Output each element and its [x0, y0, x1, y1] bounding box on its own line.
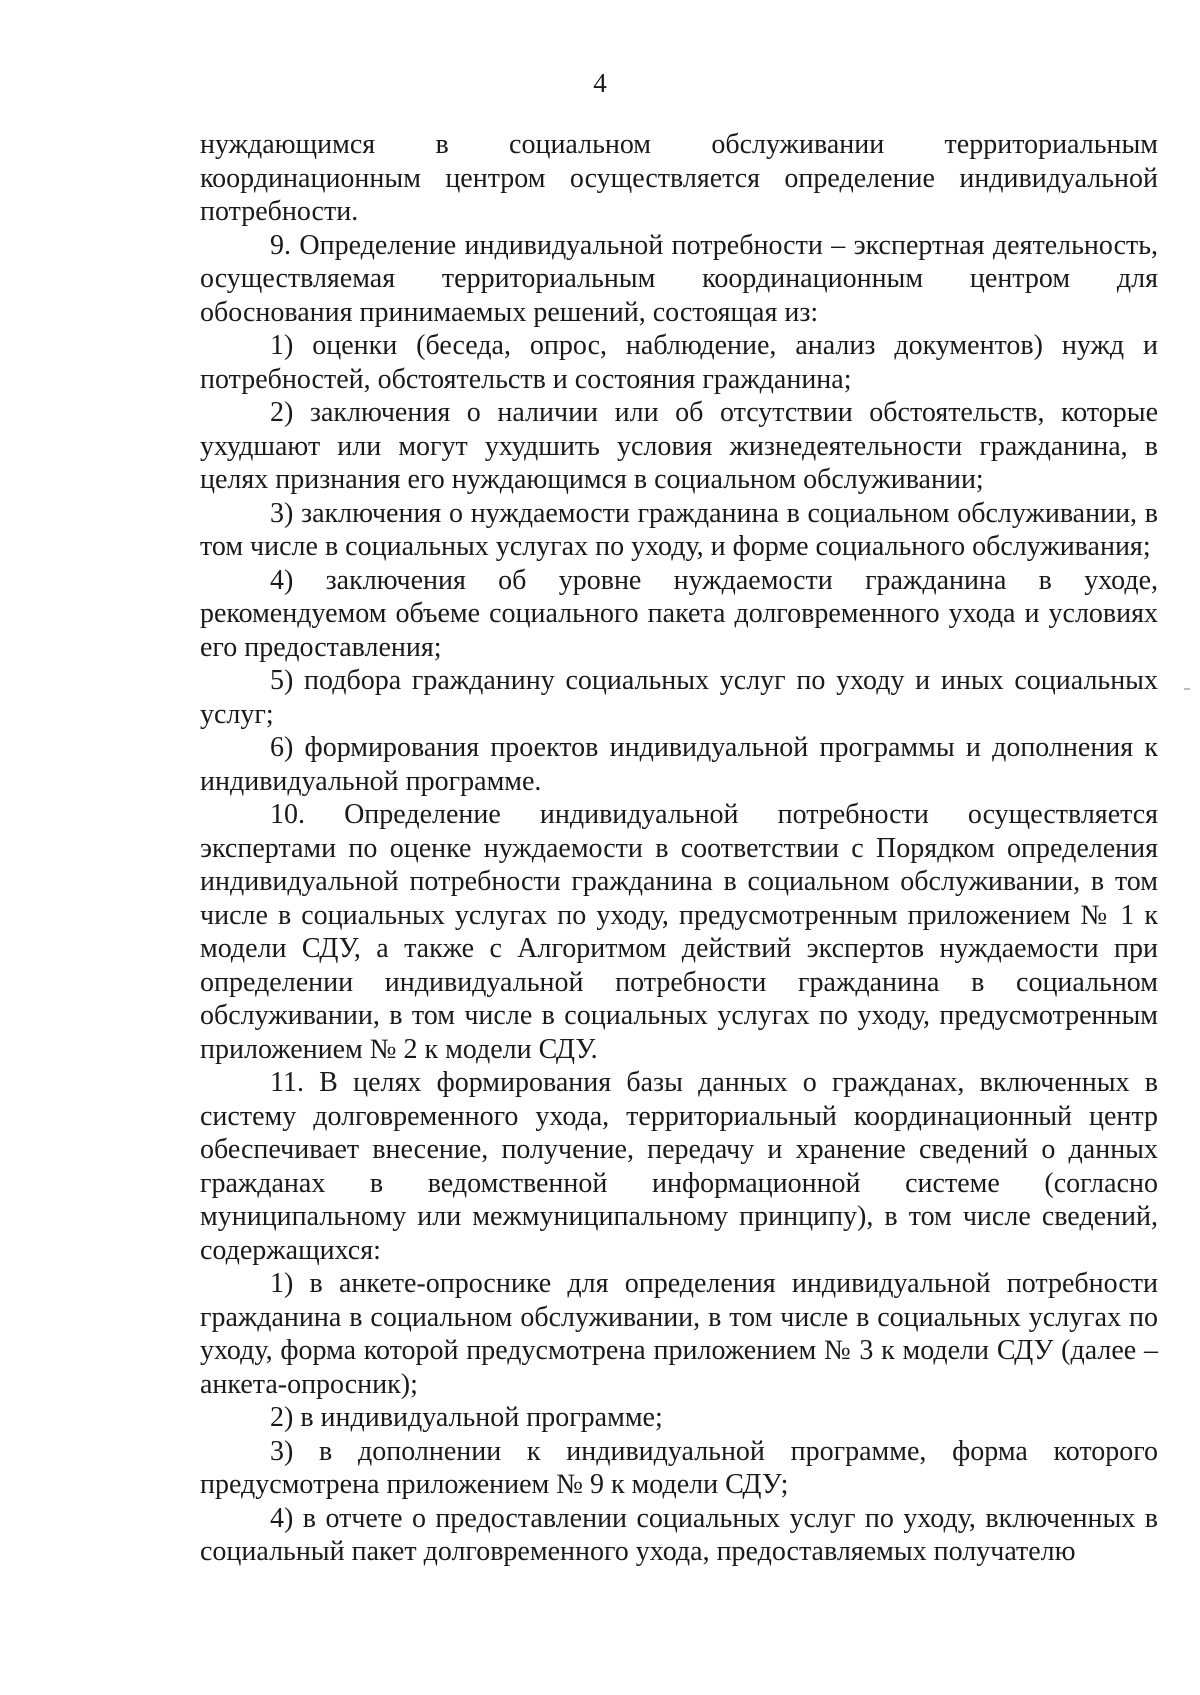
list-item-9-3: 3) заключения о нуждаемости гражданина в социальном обслуживании, в том числе в социальных услугах по уходу, и форме социального обслуживания; — [200, 497, 1158, 562]
paragraph-item-10: 10. Определение индивидуальной потребности осуществляется экспертами по оценке нуждаемости в соответствии с Порядком определения индивидуальной потребности гражданина в социальном обслуживании, в том числе в социальных услугах по уходу, предусмотренным приложением № 1 к модели СДУ, а также с Алгоритмом действий экспертов нуждаемости при определении индивидуальной потребности гражданина в социальном обслуживании, в том числе в социальных услугах по уходу, предусмотренным приложением № 2 к модели СДУ. — [200, 799, 1158, 1065]
list-item-9-6: 6) формирования проектов индивидуальной программы и дополнения к индивидуальной программе. — [200, 732, 1158, 797]
paragraph-item-11: 11. В целях формирования базы данных о гражданах, включенных в систему долговременного ухода, территориальный координационный центр обеспечивает внесение, получение, передачу и хранение сведений о данных гражданах в ведомственной информационной системе (согласно муниципальному или межмуниципальному принципу), в том числе сведений, содержащихся: — [200, 1067, 1158, 1266]
list-item-9-1: 1) оценки (беседа, опрос, наблюдение, анализ документов) нужд и потребностей, обстоятельств и состояния гражданина; — [200, 330, 1158, 395]
paragraph-continuation: нуждающимся в социальном обслуживании территориальным координационным центром осуществляется определение индивидуальной потребности. — [200, 129, 1158, 227]
list-item-9-2: 2) заключения о наличии или об отсутствии обстоятельств, которые ухудшают или могут ухудшить условия жизнедеятельности гражданина, в целях признания его нуждающимся в социальном обслуживании; — [200, 397, 1158, 495]
list-item-11-2: 2) в индивидуальной программе; — [270, 1402, 663, 1433]
list-item-11-3: 3) в дополнении к индивидуальной программе, форма которого предусмотрена приложением № 9 к модели СДУ; — [200, 1435, 1158, 1500]
list-item-11-1: 1) в анкете-опроснике для определения индивидуальной потребности гражданина в социальном обслуживании, в том числе в социальных услугах по уходу, форма которой предусмотрена приложением № 3 к модели СДУ (далее – анкета-опросник); — [200, 1268, 1158, 1400]
list-item-9-4: 4) заключения об уровне нуждаемости гражданина в уходе, рекомендуемом объеме социального пакета долговременного ухода и условиях его предоставления; — [200, 564, 1158, 663]
document-body — [200, 128, 1158, 1569]
page-number: 4 — [593, 68, 607, 98]
paragraph-item-9: 9. Определение индивидуальной потребности – экспертная деятельность, осуществляемая территориальным координационным центром для обоснования принимаемых решений, состоящая из: — [200, 229, 1158, 328]
list-item-9-5: 5) подбора гражданину социальных услуг по уходу и иных социальных услуг; — [200, 665, 1158, 730]
scan-artifact — [1184, 688, 1190, 690]
list-item-11-4: 4) в отчете о предоставлении социальных услуг по уходу, включенных в социальный пакет долговременного ухода, предоставляемых получателю — [200, 1502, 1158, 1567]
